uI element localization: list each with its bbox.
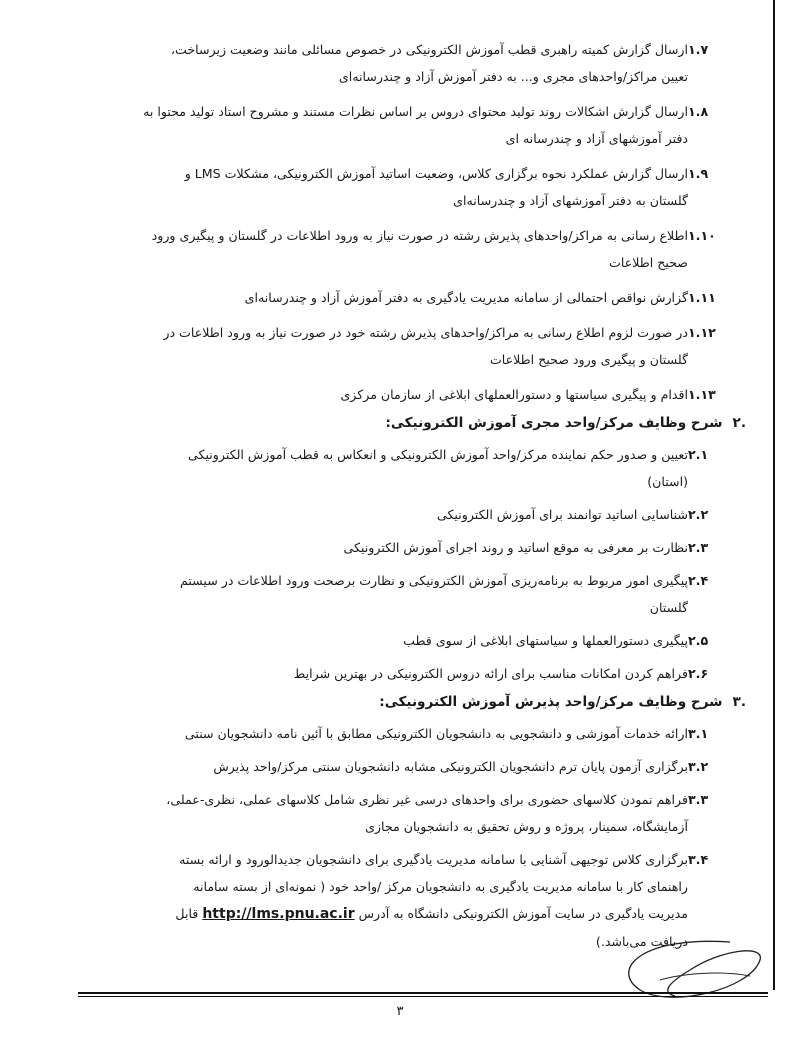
item-text: گلستان و پیگیری ورود صحیح اطلاعات — [489, 352, 688, 367]
footer-rule — [78, 996, 768, 997]
item-text: گلستان به دفتر آموزشهای آزاد و چندرسانه‌ای — [453, 193, 688, 208]
item-number: ۱.۹ — [688, 166, 709, 181]
item-text: برگزاری کلاس توجیهی آشنایی با سامانه مدیریت یادگیری برای دانشجویان جدیدالورود و ارائه بسته — [179, 852, 688, 867]
item-text — [80, 900, 688, 928]
section-number: ۳. — [732, 694, 746, 710]
item-text: ارائه خدمات آموزشی و دانشجویی به دانشجویان الکترونیکی مطابق با آئین نامه دانشجویان سنتی — [184, 726, 688, 741]
section-heading — [80, 689, 748, 716]
item-number: ۳.۲ — [688, 759, 709, 774]
list-item — [80, 160, 748, 214]
item-number: ۲.۲ — [688, 507, 709, 522]
item-text: پیگیری دستورالعملها و سیاستهای ابلاغی از سوی قطب — [403, 633, 688, 648]
item-text: آزمایشگاه، سمینار، پروژه و روش تحقیق به دانشجویان مجازی — [365, 819, 688, 834]
list-item — [80, 786, 748, 840]
item-text: دریافت می‌باشد.) — [595, 934, 688, 949]
item-number: ۲.۳ — [688, 540, 709, 555]
item-text-part: قابل — [175, 906, 199, 921]
item-text: شناسایی اساتید توانمند برای آموزش الکترونیکی — [436, 507, 688, 522]
item-number: ۱.۱۱ — [688, 290, 716, 305]
list-item — [80, 567, 748, 621]
item-text: تعیین مراکز/واحدهای مجری و... به دفتر آموزش آزاد و چندرسانه‌ای — [338, 69, 688, 84]
list-item — [80, 660, 748, 687]
item-text: گزارش نواقص احتمالی از سامانه مدیریت یادگیری به دفتر آموزش آزاد و چندرسانه‌ای — [244, 290, 688, 305]
item-number: ۳.۱ — [688, 726, 709, 741]
item-number: ۱.۱۰ — [688, 228, 716, 243]
item-text: دفتر آموزشهای آزاد و چندرسانه ای — [505, 131, 688, 146]
item-text: اقدام و پیگیری سیاستها و دستورالعملهای ابلاغی از سازمان مرکزی — [340, 387, 688, 402]
page-content — [80, 36, 748, 955]
section-heading — [80, 410, 748, 437]
item-text: فراهم نمودن کلاسهای حضوری برای واحدهای درسی غیر نظری شامل کلاسهای عملی، نظری-عملی، — [166, 792, 688, 807]
section-title: شرح وظایف مرکز/واحد پذیرش آموزش الکترونیکی: — [379, 694, 723, 710]
item-number: ۱.۷ — [688, 42, 709, 57]
item-number: ۱.۱۲ — [688, 325, 716, 340]
item-text: تعیین و صدور حکم نماینده مرکز/واحد آموزش الکترونیکی و انعکاس به قطب آموزش الکترونیکی — [188, 447, 688, 462]
list-item — [80, 753, 748, 780]
lms-link[interactable]: http://lms.pnu.ac.ir — [202, 906, 355, 922]
page-number: ۳ — [396, 1004, 404, 1019]
list-item — [80, 627, 748, 654]
list-item — [80, 222, 748, 276]
list-item — [80, 720, 748, 747]
item-text: ارسال گزارش کمیته راهبری قطب آموزش الکترونیکی در خصوص مسائلی مانند وضعیت زیرساخت، — [170, 42, 688, 57]
item-text: پیگیری امور مربوط به برنامه‌ریزی آموزش الکترونیکی و نظارت برصحت ورود اطلاعات در سیستم — [179, 573, 688, 588]
item-text: گلستان — [649, 600, 688, 615]
item-text: برگزاری آزمون پایان ترم دانشجویان الکترونیکی مشابه دانشجویان سنتی مرکز/واحد پذیرش — [213, 759, 688, 774]
item-text: راهنمای کار با سامانه مدیریت یادگیری به دانشجویان مرکز /واحد خود ( نمونه‌ای از بسته سامانه — [193, 879, 688, 894]
item-number: ۱.۸ — [688, 104, 709, 119]
footer-rule — [78, 992, 768, 994]
item-number: ۳.۳ — [688, 792, 709, 807]
list-item — [80, 381, 748, 408]
list-item — [80, 319, 748, 373]
item-number: ۲.۶ — [688, 666, 709, 681]
item-number: ۲.۱ — [688, 447, 709, 462]
item-number: ۲.۵ — [688, 633, 709, 648]
list-item — [80, 98, 748, 152]
section-title: شرح وظایف مرکز/واحد مجری آموزش الکترونیکی: — [385, 415, 723, 431]
item-text: صحیح اطلاعات — [609, 255, 688, 270]
section-number: ۲. — [732, 415, 746, 431]
list-item — [80, 284, 748, 311]
list-item — [80, 501, 748, 528]
item-text: ارسال گزارش اشکالات روند تولید محتوای دروس بر اساس نظرات مستند و مشروح استاد تولید محتوا به — [143, 104, 688, 119]
item-text: در صورت لزوم اطلاع رسانی به مراکز/واحدهای پذیرش رشته خود در صورت نیاز به ورود اطلاعات در — [163, 325, 688, 340]
item-text: ارسال گزارش عملکرد نحوه برگزاری کلاس، وضعیت اساتید آموزش الکترونیکی، مشکلات LMS و — [184, 166, 688, 181]
item-number: ۱.۱۳ — [688, 387, 716, 402]
item-text-part: مدیریت یادگیری در سایت آموزش الکترونیکی دانشگاه به آدرس — [358, 906, 688, 921]
item-text: (استان) — [647, 474, 688, 489]
item-number: ۲.۴ — [688, 573, 709, 588]
page-border — [773, 0, 775, 990]
item-number: ۳.۴ — [688, 852, 709, 867]
signature-scribble — [600, 930, 770, 1010]
item-text: اطلاع رسانی به مراکز/واحدهای پذیرش رشته در صورت نیاز به ورود اطلاعات در گلستان و پیگیری ورود — [151, 228, 688, 243]
list-item — [80, 534, 748, 561]
list-item — [80, 441, 748, 495]
list-item — [80, 36, 748, 90]
item-text: نظارت بر معرفی به موقع اساتید و روند اجرای آموزش الکترونیکی — [343, 540, 688, 555]
item-text: فراهم کردن امکانات مناسب برای ارائه دروس الکترونیکی در بهترین شرایط — [293, 666, 688, 681]
